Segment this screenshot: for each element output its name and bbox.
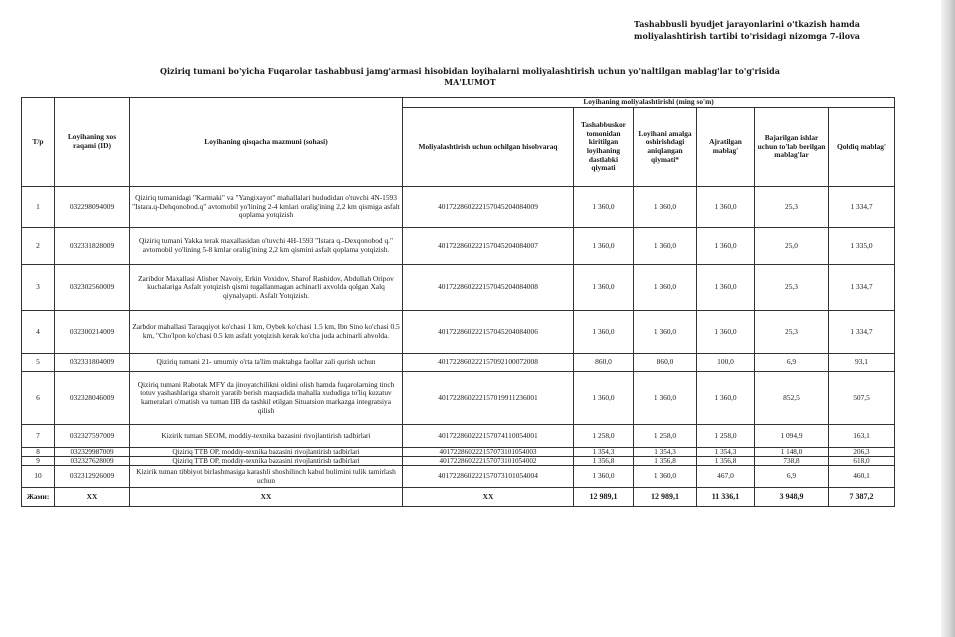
- cell-account: 401722860222157019911236001: [403, 372, 574, 425]
- cell-initial: 1 360,0: [574, 372, 634, 425]
- cell-remaining: 1 335,0: [829, 228, 895, 265]
- cell-initial: 1 354,3: [574, 448, 634, 457]
- cell-initial: 1 258,0: [574, 425, 634, 448]
- totals-description: XX: [130, 488, 403, 507]
- col-header-refined: Loyihani amalga oshirishdagi aniqlangan qiymati*: [634, 108, 697, 187]
- cell-initial: 1 360,0: [574, 311, 634, 354]
- cell-id: 032327628009: [55, 457, 130, 466]
- cell-remaining: 1 334,7: [829, 311, 895, 354]
- table-row: [22, 457, 895, 466]
- page-edge-shadow: [941, 0, 955, 637]
- cell-refined: 1 360,0: [634, 372, 697, 425]
- cell-number: 7: [22, 425, 55, 448]
- col-header-tp: T/p: [22, 98, 55, 187]
- totals-refined: 12 989,1: [634, 488, 697, 507]
- cell-refined: 1 360,0: [634, 187, 697, 228]
- cell-allocated: 1 360,0: [697, 228, 755, 265]
- cell-initial: 1 360,0: [574, 265, 634, 311]
- totals-id: XX: [55, 488, 130, 507]
- cell-remaining: 163,1: [829, 425, 895, 448]
- cell-refined: 1 360,0: [634, 228, 697, 265]
- cell-id: 032298094009: [55, 187, 130, 228]
- totals-completed: 3 948,9: [755, 488, 829, 507]
- table-row: [22, 265, 895, 311]
- cell-number: 10: [22, 466, 55, 488]
- cell-initial: 1 360,0: [574, 228, 634, 265]
- cell-refined: 1 258,0: [634, 425, 697, 448]
- totals-remaining: 7 387,2: [829, 488, 895, 507]
- cell-description: Qiziriq tumani 21- umumiy o'rta ta'lim maktabga faollar zali qurish uchun: [130, 354, 403, 372]
- cell-number: 9: [22, 457, 55, 466]
- cell-account: 401722860222157073101054003: [403, 448, 574, 457]
- document-title: [150, 66, 790, 88]
- table-row: [22, 372, 895, 425]
- cell-id: 032312926009: [55, 466, 130, 488]
- cell-remaining: 1 334,7: [829, 265, 895, 311]
- table-row: [22, 187, 895, 228]
- cell-refined: 1 356,8: [634, 457, 697, 466]
- col-header-account: Moliyalashtirish uchun ochilgan hisobvaraq: [403, 108, 574, 187]
- cell-remaining: 206,3: [829, 448, 895, 457]
- table-row: [22, 448, 895, 457]
- cell-number: 3: [22, 265, 55, 311]
- cell-remaining: 93,1: [829, 354, 895, 372]
- cell-completed: 738,8: [755, 457, 829, 466]
- cell-number: 4: [22, 311, 55, 354]
- cell-completed: 25,3: [755, 187, 829, 228]
- cell-allocated: 1 360,0: [697, 265, 755, 311]
- cell-description: Kizirik tuman SEOM, moddiy-texnika bazasini rivojlantirish tadbirlari: [130, 425, 403, 448]
- cell-completed: 1 094,9: [755, 425, 829, 448]
- cell-id: 032328046009: [55, 372, 130, 425]
- cell-account: 401722860222157045204084009: [403, 187, 574, 228]
- cell-remaining: 618,0: [829, 457, 895, 466]
- cell-completed: 25,3: [755, 311, 829, 354]
- totals-initial: 12 989,1: [574, 488, 634, 507]
- table-row: [22, 228, 895, 265]
- cell-allocated: 1 354,3: [697, 448, 755, 457]
- col-header-group: Loyihaning moliyalashtirishi (ming so'm): [403, 98, 895, 108]
- cell-allocated: 1 360,0: [697, 187, 755, 228]
- cell-id: 032331828009: [55, 228, 130, 265]
- cell-description: Qiziriq tumani Rabotak MFY da jinoyatchilikni oldini olish hamda fuqarolarning tinch totuv yashashlariga sharoit yaratib berish maqsadida mahalla xududiga to'liq kuzatuv kameralari o'rnatish va tuman IIB da tashkil etilgan Situatsion markazga integratsiya qilish: [130, 372, 403, 425]
- cell-description: Zarbdor mahallasi Taraqqiyot ko'chasi 1 km, Oybek ko'chasi 1.5 km, Ibn Sino ko'chasi 0.5 km, "Cho'lpon ko'chasi 0.5 km asfalt yotqizish kerak ko'cha juda achinarli ahvolda.: [130, 311, 403, 354]
- table-row: [22, 354, 895, 372]
- totals-label: Жами:: [22, 488, 55, 507]
- cell-account: 401722860222157073101054002: [403, 457, 574, 466]
- cell-number: 2: [22, 228, 55, 265]
- cell-id: 032300214009: [55, 311, 130, 354]
- table-row: [22, 425, 895, 448]
- cell-account: 401722860222157045204084008: [403, 265, 574, 311]
- totals-account: XX: [403, 488, 574, 507]
- funding-table: [21, 97, 895, 507]
- cell-account: 401722860222157074110054001: [403, 425, 574, 448]
- cell-remaining: 1 334,7: [829, 187, 895, 228]
- annex-note: [612, 18, 882, 42]
- cell-refined: 1 354,3: [634, 448, 697, 457]
- cell-completed: 852,5: [755, 372, 829, 425]
- cell-description: Qiziriq TTB OP, moddiy-texnika bazasini rivojlantirish tadbirlari: [130, 448, 403, 457]
- cell-allocated: 1 360,0: [697, 311, 755, 354]
- cell-remaining: 460,1: [829, 466, 895, 488]
- cell-description: Zaribdor Maxallasi Alisher Navoiy, Erkin Voxidov, Sharof Rashidov, Abdullah Oripov kuchalariga Asfalt yotqizish qismi tugallanmagan achinarli axvolda qolgan Xalq qiynalyapti. Asfalt Yotqizish.: [130, 265, 403, 311]
- cell-completed: 6,9: [755, 466, 829, 488]
- cell-completed: 25,0: [755, 228, 829, 265]
- col-header-desc: Loyihaning qisqacha mazmuni (sohasi): [130, 98, 403, 187]
- cell-id: 032331804009: [55, 354, 130, 372]
- annex-note-line2: moliyalashtirish tartibi to'risidagi nizomga 7-ilova: [634, 31, 860, 41]
- cell-number: 6: [22, 372, 55, 425]
- cell-completed: 25,3: [755, 265, 829, 311]
- cell-number: 5: [22, 354, 55, 372]
- totals-allocated: 11 336,1: [697, 488, 755, 507]
- col-header-initial: Tashabbuskor tomonidan kiritilgan loyihaning dastlabki qiymati: [574, 108, 634, 187]
- cell-remaining: 507,5: [829, 372, 895, 425]
- cell-refined: 1 360,0: [634, 466, 697, 488]
- cell-account: 401722860222157045204084006: [403, 311, 574, 354]
- cell-description: Kizirik tuman tibbiyot birlashmasiga karashli shoshilinch kabul bulimini tulik tamirlash uchun: [130, 466, 403, 488]
- cell-refined: 1 360,0: [634, 265, 697, 311]
- cell-number: 8: [22, 448, 55, 457]
- cell-account: 401722860222157092100072008: [403, 354, 574, 372]
- cell-id: 032327597009: [55, 425, 130, 448]
- col-header-remaining: Qoldiq mablag': [829, 108, 895, 187]
- cell-description: Qiziriq tumanidagi "Karmaki" va "Yangixayot" mahallalari hududidan o'tuvchi 4N-1593 "Istara.q-Dehqonobod.q" avtomobil yo'lining 2-4 kmlari oralig'ining 2,2 km qismiga asfalt qoplama yotqizish: [130, 187, 403, 228]
- cell-allocated: 100,0: [697, 354, 755, 372]
- cell-initial: 1 360,0: [574, 466, 634, 488]
- cell-id: 032329987009: [55, 448, 130, 457]
- cell-initial: 1 356,8: [574, 457, 634, 466]
- cell-id: 032302560009: [55, 265, 130, 311]
- cell-refined: 860,0: [634, 354, 697, 372]
- cell-description: Qiziriq TTB OP, moddiy-texnika bazasini rivojlantirish tadbirlari: [130, 457, 403, 466]
- col-header-completed: Bajarilgan ishlar uchun to'lab berilgan mablag'lar: [755, 108, 829, 187]
- col-header-id: Loyihaning xos raqami (ID): [55, 98, 130, 187]
- table-row: [22, 466, 895, 488]
- annex-note-line1: Tashabbusli byudjet jarayonlarini o'tkazish hamda: [634, 19, 860, 29]
- document-title-line1: Qiziriq tumani bo'yicha Fuqarolar tashabbusi jamg'armasi hisobidan loyihalarni moliyalashtirish uchun yo'naltilgan mablag'lar to'g'risida: [160, 66, 780, 76]
- cell-number: 1: [22, 187, 55, 228]
- table-row: [22, 311, 895, 354]
- cell-allocated: 1 356,8: [697, 457, 755, 466]
- cell-completed: 6,9: [755, 354, 829, 372]
- cell-allocated: 467,0: [697, 466, 755, 488]
- cell-refined: 1 360,0: [634, 311, 697, 354]
- cell-initial: 860,0: [574, 354, 634, 372]
- cell-account: 401722860222157073101054004: [403, 466, 574, 488]
- document-title-line2: MA'LUMOT: [444, 77, 496, 87]
- cell-description: Qiziriq tumani Yakka terak maxallasidan o'tuvchi 4H-1593 "Istara q.-Dexqonobod q." avtomobil yo'lining 5-8 kmlar oralig'ining 2,2 km qismini asfalt qoplama yotqizish.: [130, 228, 403, 265]
- cell-allocated: 1 258,0: [697, 425, 755, 448]
- cell-completed: 1 148,0: [755, 448, 829, 457]
- cell-account: 401722860222157045204084007: [403, 228, 574, 265]
- cell-initial: 1 360,0: [574, 187, 634, 228]
- cell-allocated: 1 360,0: [697, 372, 755, 425]
- col-header-allocated: Ajratilgan mablag': [697, 108, 755, 187]
- totals-row: [22, 488, 895, 507]
